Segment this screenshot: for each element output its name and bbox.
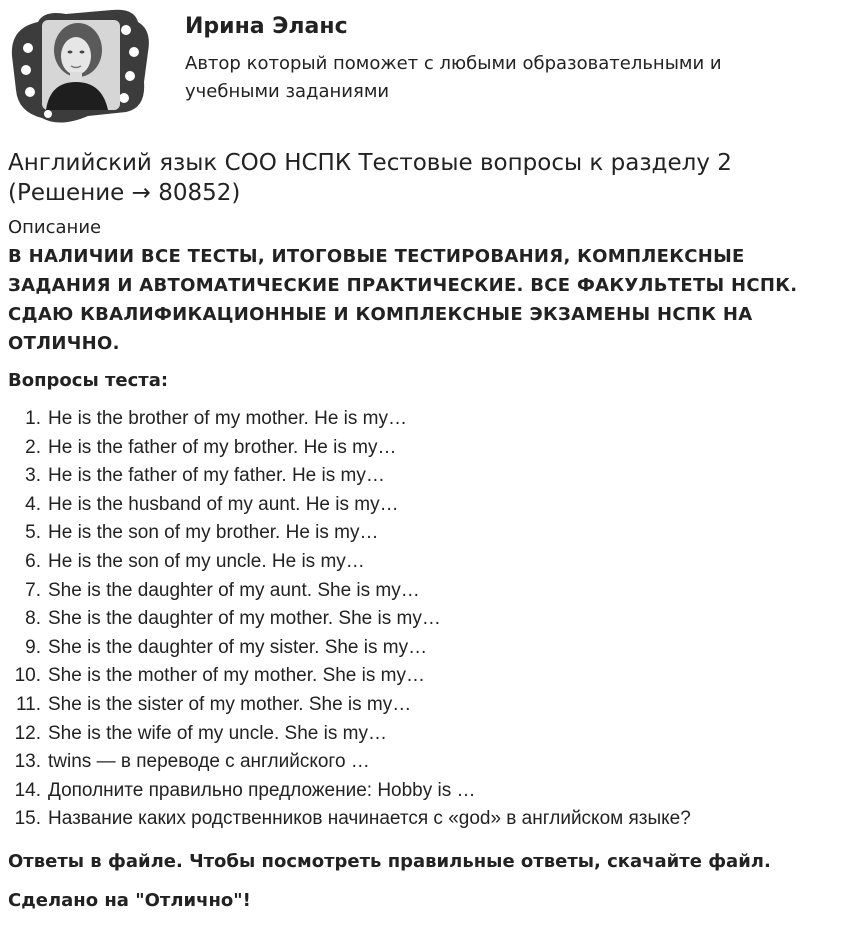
author-card xyxy=(8,8,838,128)
question-item xyxy=(8,491,838,520)
answers-note: Ответы в файле. Чтобы посмотреть правильные ответы, скачайте файл. xyxy=(8,851,771,872)
grade-note: Сделано на "Отлично"! xyxy=(8,890,251,911)
questions-heading: Вопросы теста: xyxy=(8,370,169,391)
question-text: He is the son of my uncle. He is my… xyxy=(48,550,365,572)
question-number: 5. xyxy=(25,522,41,544)
question-number: 3. xyxy=(25,465,41,487)
author-description: Автор который поможет с любыми образовательными и учебными заданиями xyxy=(185,53,722,102)
question-number: 6. xyxy=(25,550,41,572)
question-item xyxy=(8,462,838,491)
question-number: 1. xyxy=(25,408,41,429)
question-item xyxy=(8,805,838,834)
question-text: She is the mother of my mother. She is my… xyxy=(48,665,425,687)
question-text: She is the daughter of my mother. She is my… xyxy=(48,608,441,630)
question-item xyxy=(8,634,838,663)
film-hole-decor xyxy=(129,47,139,57)
question-number: 4. xyxy=(25,493,41,515)
film-hole-decor xyxy=(44,110,52,118)
page-title: Английский язык СОО НСПК Тестовые вопросы к разделу 2 (Решение → 80852) xyxy=(8,150,732,206)
question-number: 9. xyxy=(25,636,41,658)
question-list xyxy=(8,405,838,834)
question-item xyxy=(8,405,838,434)
question-text: twins — в переводе с английского … xyxy=(48,751,370,773)
question-text: Название каких родственников начинается с «god» в английском языке? xyxy=(48,808,691,830)
author-name[interactable]: Ирина Эланс xyxy=(185,14,348,39)
question-text: She is the daughter of my sister. She is my… xyxy=(48,636,428,658)
film-hole-decor xyxy=(23,43,33,53)
description-label: Описание xyxy=(8,217,102,238)
question-item xyxy=(8,577,838,606)
question-number: 14. xyxy=(14,779,41,801)
question-text: She is the wife of my uncle. She is my… xyxy=(48,722,387,744)
question-number: 2. xyxy=(25,436,41,458)
question-number: 7. xyxy=(25,579,41,601)
question-text: He is the father of my father. He is my… xyxy=(48,465,385,487)
question-item xyxy=(8,662,838,691)
question-text: She is the sister of my mother. She is my… xyxy=(48,693,412,715)
question-text: She is the daughter of my aunt. She is my… xyxy=(48,579,420,601)
film-hole-decor xyxy=(25,87,35,97)
film-hole-decor xyxy=(21,65,31,75)
question-item xyxy=(8,519,838,548)
film-hole-decor xyxy=(119,93,129,103)
question-item xyxy=(8,605,838,634)
question-number: 11. xyxy=(15,693,41,715)
question-text: He is the father of my brother. He is my… xyxy=(48,436,397,458)
question-item xyxy=(8,748,838,777)
question-text: He is the son of my brother. He is my… xyxy=(48,522,379,544)
question-number: 15. xyxy=(14,808,41,830)
question-number: 13. xyxy=(14,751,41,773)
film-hole-decor xyxy=(125,71,135,81)
film-hole-decor xyxy=(121,25,131,35)
question-number: 12. xyxy=(14,722,41,744)
question-text: He is the brother of my mother. He is my… xyxy=(48,408,408,429)
question-text: He is the husband of my aunt. He is my… xyxy=(48,493,399,515)
question-number: 8. xyxy=(25,608,41,630)
question-item xyxy=(8,434,838,463)
question-text: Дополните правильно предложение: Hobby is … xyxy=(48,779,476,801)
question-item xyxy=(8,720,838,749)
question-item xyxy=(8,777,838,806)
author-avatar[interactable] xyxy=(8,8,150,126)
question-item xyxy=(8,548,838,577)
question-item xyxy=(8,691,838,720)
question-number: 10. xyxy=(14,665,41,687)
description-text: В НАЛИЧИИ ВСЕ ТЕСТЫ, ИТОГОВЫЕ ТЕСТИРОВАНИЯ, КОМПЛЕКСНЫЕ ЗАДАНИЯ И АВТОМАТИЧЕСКИЕ ПРАКТИЧЕСКИЕ. ВСЕ ФАКУЛЬТЕТЫ НСПК. СДАЮ КВАЛИФИКАЦИОННЫЕ И КОМПЛЕКСНЫЕ ЭКЗАМЕНЫ НСПК НА ОТЛИЧНО. xyxy=(8,246,798,354)
